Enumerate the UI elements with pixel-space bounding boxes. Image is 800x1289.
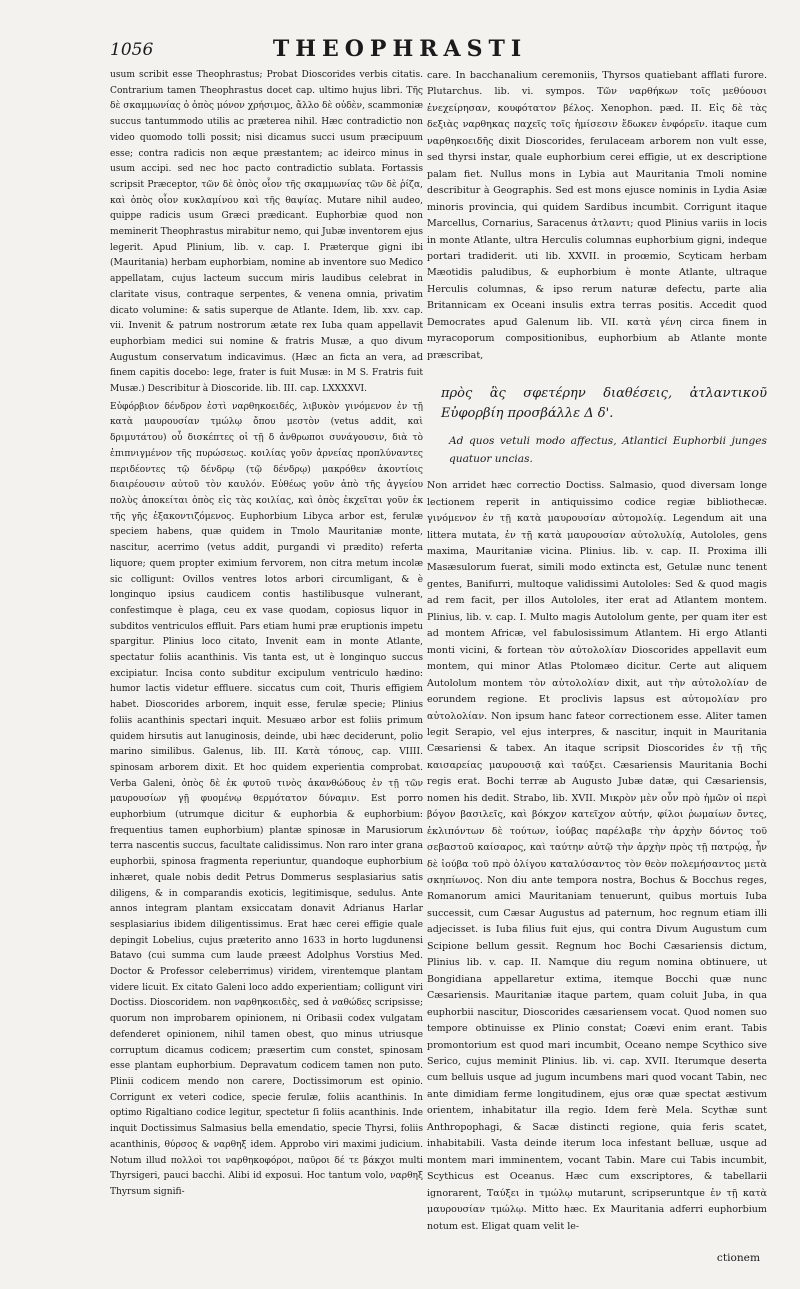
left-paragraph: usum scribit esse Theophrastus; Probat Dioscorides verbis citatis. Contrarium tamen Theophrastus docet cap. ultimo hujus libri. Τῆς δὲ σκαμμωνίας ὁ ὀπὸς μόνον χρήσιμος, ἄλλο δὲ οὐδὲν, scammoniæ succus tantummodo utilis ac præterea nihil. Hæc contradictio non video quomodo tolli possit; nisi dicamus succi usum præcipuum esse; contra radicis non æque præstantem; ac ideirco minus in usum accipi. sed nec hoc pacto contradictio sublata. Fortassis scripsit Præceptor, τῶν δὲ ὀπὸς οἷον τῆς σκαμμωνίας τῶν δὲ ῥίζα, καὶ ὀπὸς οἷον κυκλαμίνου καὶ τῆς θαψίας. Mutare nihil audeo, quippe radicis usum Græci prædicant. Euphorbiæ quod non meminerit Theophrastus mirabitur nemo, qui Jubæ inventorem ejus legerit. Apud Plinium, lib. v. cap. I. Præterque gigni ibi (Mauritania) herbam euphorbiam, nomine ab inventore suo Medico appellatam, cujus lacteum succum miris laudibus celebrat in claritate visus, contraque serpentes, & venena omnia, privatim dicato volumine: & satis superque de Atlante. Idem, lib. xxv. cap. vii. Invenit & patrum nostrorum ætate rex Iuba quam appellavit euphorbiam medici sui nomine & fratris Musæ, a quo divum Augustum conservatum indicavimus. (Hæc an ficta an vera, ad finem capitis docebo: lege, frater is fuit Musæ: in M S. Fratris fuit Musæ.) Describitur à Dioscoride. lib. III. cap. LXXXXVI. — [110, 70, 423, 395]
page-number: 1056 — [110, 40, 154, 60]
left-column — [110, 68, 423, 1201]
catchword: ctionem — [716, 1252, 760, 1264]
right-paragraph: care. In bacchanalium ceremoniis, Thyrsos quatiebant afflati furore. Plutarchus. lib. vi. sympos. Τῶν ναρθήκων τοῖς μεθύουσι ἐνεχείρησαν, κουφότατον βέλος. Xenophon. pæd. II. Εἰς δὲ τὰς δεξιὰς ναρθηκας παχεῖς τοῖς ἡμίσεσιν ἔδωκεν ἐνφόρεῖν. itaque cum ναρθηκοειδῆς dixit Dioscorides, ferulaceam arborem non vult esse, sed thyrsi instar, quale euphorbium cerei effigie, ut ex descriptione palam fiet. Nullus mons in Lybia aut Mauritania Tmoli nomine describitur à Geographis. Sed est mons ejusce nominis in Lydia Asiæ minoris provincia, qui quidem Sardibus incumbit. Corrigunt itaque Marcellus, Cornarius, Saracenus ἀτλαντι; quod Plinius variis in locis in monte Atlante, ultra Herculis columnas euphorbium gigni, indeque portari tradiderit. uti lib. XXVII. in proœmio, Scyticam herbam Mæotidis paludibus, & euphorbium è monte Atlante, ultraque Herculis columnas, & ipso rerum naturæ defectu, parte alia Britannicam ex Oceani insulis extra terras positis. Accedit quod Democrates apud Galenum lib. VII. κατὰ γένη circa finem in myracoporum compositionibus, euphorbium ab Atlante monte præscribat, — [427, 70, 767, 361]
left-paragraph: Εὐφόρβιον δένδρον ἐστὶ ναρθηκοειδές, λιβυκὸν γινόμενον ἐν τῇ κατὰ μαυρουσίαν τμώλῳ ὄπου μεστὸν (vetus addit, καὶ δριμυτάτου) οὗ δισκέπτες οἱ τῇ δ ἀνθρωποι συνάγουσιν, διὰ τὸ ἐπιπνιγμένον τῆς πυρώσεως. κοιλίας γοῦν ἀρνείας προπλύναντες περιδέοντες τῷ δένδρῳ (τῷ δένδρῳ) μακρόθεν ἀκοντίοις διαιρέουσιν αὐτοῦ τὸν καυλόν. Εὐθέως γοῦν ἀπὸ τῆς ἀγγείου πολὺς ἀποκείται ὀπὸς εἰς τὰς κοιλίας, καὶ ὀπὸς ἐκχεῖται γοῦν ἐκ τῆς γῆς ἐξακοντιζόμενος. Euphorbium Libyca arbor est, ferulæ speciem habens, quæ quidem in Tmolo Mauritaniæ monte, nascitur, acerrimo (vetus addit, purgandi vi prædito) referta liquore; quem propter eximium fervorem, non citra metum incolæ sic colligunt: Ovillos ventres lotos arbori circumligant, & è longinquo ipsius caudicem contis hastilibusque vulnerant, confestimque è plaga, ceu ex vase quodam, copiosus liquor in subditos ventriculos effluit. Pars etiam humi præ eruptionis impetu spargitur. Plinius loco citato, Invenit eam in monte Atlante, spectatur foliis acanthinis. Vis tanta est, ut è longinquo succus excipiatur. Incisa conto subditur excipulum ventriculo hædino: humor lactis videtur effluere. siccatus cum coit, Thuris effigiem habet. Dioscorides arborem, inquit esse, ferulæ specie; Plinius foliis acanthinis spectari inquit. Mesuæo arbor est foliis primum quidem hirsutis aut lanuginosis, deinde, ubi hæc deciderunt, polio marino similibus. Galenus, lib. III. Κατὰ τόπους, cap. VIIII. spinosam arborem dixit. Et hoc quidem experientia comprobat. Verba Galeni, ὀπὸς δὲ ἐκ φυτοῦ τινὸς ἀκανθώδους ἐν τῇ τῶν μαυρουσίων γῇ φυομένῳ θερμότατον δύναμιν. Est porro euphorbium (utrumque dicitur & euphorbia & euphorbium: frequentius tamen euphorbium) plantæ spinosæ in Marusiorum terra nascentis succus, facultate calidissimus. Non raro inter grana euphorbii, spinosa fragmenta reperiuntur, quandoque euphorbium inhæret, quale nobis dedit Petrus Dommerus sesplasiarius satis diligens, & in comparandis exoticis, legitimisque, sedulus. Ante annos integram plantam exsiccatam donavit Adrianus Harlar sesplasiarius ibidem diligentissimus. Erat hæc cerei effigie quale depingit Lobelius, cujus præterito anno 1633 in horto lugdunensi Batavo (cui summa cum laude præest Adolphus Vorstius Med. Doctor & Professor celeberrimus) viridem, virentemque plantam videre licuit. Ex citato Galeni loco addo experientiam; colligunt viri Doctiss. Dioscoridem. non ναρθηκοειδὲς, sed ἀ ναθώδες scripsisse; quorum non improbarem opinionem, ni Oribasii codex vulgatam defenderet opinionem, nihil tamen obest, quo minus utriusque corruptum dicamus codicem; præsertim cum constet, spinosam esse plantam euphorbium. Depravatum codicem tamen non puto. Plinii codicem mendo non carere, Doctissimorum est opinio. Corrigunt ex veteri codice, specie ferulæ, foliis acanthinis. In optimo Rigaltiano codice legitur, spectetur ſi foliis acanthinis. Inde inquit Doctissimus Salmasius bella emendatio, specie Thyrsi, foliis acanthinis, θύρσος & ναρθηξ idem. Approbo viri maximi judicium. Notum illud πολλοὶ τοι ναρθηκοφόροι, παῦροι δέ τε βάκχοι multi Thyrsigeri, pauci bacchi. Alibi id exposui. Hoc tantum volo, ναρθηξ Thyrsum signifi- — [110, 401, 423, 1197]
latin-verse-translation: Ad quos vetuli modo affectus, Atlantici Euphorbii junges quatuor uncias. — [449, 435, 767, 466]
greek-verse-quotation: πρὸς ἃς σφετέρην διαθέσεις, ἀτλαντικοῦ Εὐφορβίη προσβάλλε Δ δ'. — [441, 386, 767, 422]
right-column — [427, 68, 767, 1235]
right-paragraph: Non arridet hæc correctio Doctiss. Salmasio, quod diversam longe lectionem reperit in antiquissimo codice regiæ bibliothecæ. γινόμενον ἐν τῇ κατὰ μαυρουσίαν αὐτομολίᾳ. Legendum ait una littera mutata, ἐν τῇ κατὰ μαυρουσίαν αὐτολυλίᾳ, Autololes, gens maxima, Mauritaniæ vicina. Plinius. lib. v. cap. II. Proxima illi Masæsulorum fuerat, simili modo extincta est, Getulæ nunc tenent gentes, Banifurri, multoque validissimi Autololes: Sed & quod magis ad rem facit, per illos Autololes, iter erat ad Atlantem montem. Plinius, lib. v. cap. I. Multo magis Autololum gente, per quam iter est ad montem Africæ, vel fabulosissimum Atlantem. Hi ergo Atlanti monti vicini, & fortean τὸν αὐτολολίαν Dioscorides appellavit eum montem, qui minor Atlas Ptolomæo dicitur. Certe aut aliquem Autololum montem τὸν αὐτολολίαν dixit, aut τὴν αὐτολολίαν de eorundem regione. Et proclivis lapsus est αὐτομολίαν pro αὐτολολίαν. Non ipsum hanc fateor correctionem esse. Aliter tamen legit Serapio, vel ejus interpres, & nascitur, inquit in Mauritania Cæsariensi & tabex. An itaque scripsit Dioscorides ἐν τῇ τῆς καισαρείας μαυρουσιᾷ καὶ ταύξει. Cæsariensis Mauritania Bochi regis erat. Bochi terræ ab Augusto Jubæ datæ, qui Cæsariensis, nomen his dedit. Strabo, lib. XVII. Μικρὸν μὲν οὖν πρὸ ἡμῶν οἱ περὶ βόγον βασιλεῖς, καὶ βόκχον κατεῖχον αὐτήν, φίλοι ῥωμαίων ὄντες, ἐκλιπόντων δὲ τούτων, ἰούβας παρέλαβε τὴν ἀρχὴν δόντος τοῦ σεβαστοῦ καίσαρος, καὶ ταύτην αὐτῷ τὴν ἀρχὴν πρὸς τῇ πατρῴᾳ, ἦν δὲ ἰούβα τοῦ πρὸ ὀλίγου καταλύσαντος τὸν θεὸν πολεμήσαντος μετὰ σκηπίωνος. Non diu ante tempora nostra, Bochus & Bocchus reges, Romanorum amici Mauritaniam tenuerunt, quibus mortuis Iuba successit, cum Cæsar Augustus ad paternum, hoc regnum etiam illi adjecisset. is Iuba filius fuit ejus, qui contra Divum Augustum cum Scipione bellum gessit. Regnum hoc Bochi Cæsariensis dictum, Plinius lib. v. cap. II. Namque diu regum nomina obtinuere, ut Bongidiana appellaretur extima, itemque Bocchi quæ nunc Cæsariensis. Mauritaniæ itaque partem, quam coluit Juba, in qua euphorbii nascitur, Dioscorides cæsariensem vocat. Quod nomen suo tempore obtinuisse ex Plinio constat; Coævi enim erant. Tabis promontorium est quod mari incumbit, Oceano nempe Scythico sive Serico, cujus meminit Plinius. lib. vi. cap. XVII. Iterumque deserta cum belluis usque ad jugum incumbens mari quod vocant Tabin, nec ante dimidiam ferme longitudinem, ejus oræ quæ spectat æstivum orientem, inhabitatur illa regio. Idem ferè Mela. Scythæ sunt Anthropophagi, & Sacæ distincti regione, quia feris scatet, inhabitabili. Vasta deinde iterum loca infestant belluæ, usque ad montem mari imminentem, vocant Tabin. Mare cui Tabis incumbit, Scythicus est Oceanus. Hæc cum exscriptores, & tabellarii ignorarent, Ταύξει in τμώλῳ mutarunt, scripseruntque ἐν τῇ κατὰ μαυρουσίαν τμώλῳ. Mitto hæc. Ex Mauritania adferri euphorbium notum est. Eligat quam velit le- — [427, 480, 767, 1232]
running-head: THEOPHRASTI — [272, 36, 528, 62]
